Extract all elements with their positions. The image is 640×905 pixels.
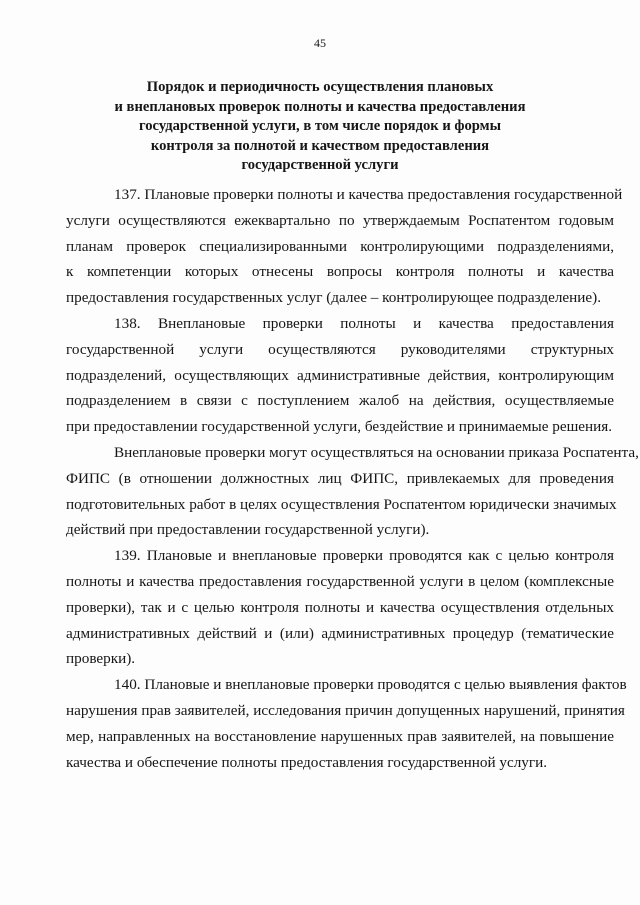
section-heading xyxy=(60,78,580,176)
paragraph-137 xyxy=(66,182,623,311)
text-line: к компетенции которых отнесены вопросы контроля полноты и качества xyxy=(66,263,614,281)
text-line: действий при предоставлении государственной услуги). xyxy=(66,521,430,539)
text-line: полноты и качества предоставления государственной услуги в целом (комплексные xyxy=(66,572,614,590)
text-line: Внеплановые проверки могут осуществляться на основании приказа Роспатента, xyxy=(114,443,639,461)
heading-line: государственной услуги xyxy=(241,157,399,173)
text-line: нарушения прав заявителей, исследования причин допущенных нарушений, принятия xyxy=(66,701,625,719)
text-line: качества и обеспечение полноты предоставления государственной услуги. xyxy=(66,753,548,771)
text-line: административных действий и (или) административных процедур (тематические xyxy=(66,624,614,642)
heading-line: государственной услуги, в том числе порядок и формы xyxy=(138,118,501,134)
heading-line: и внеплановых проверок полноты и качества предоставления xyxy=(114,98,526,115)
text-line: ФИПС (в отношении должностных лиц ФИПС, привлекаемых для проведения xyxy=(66,469,614,487)
text-line: проверки), так и с целью контроля полноты и качества осуществления отдельных xyxy=(66,598,614,616)
text-line: предоставления государственных услуг (далее – контролирующее подразделение). xyxy=(66,289,602,307)
text-line: подразделением в связи с поступлением жалоб на действия, осуществляемые xyxy=(66,392,614,410)
paragraph-unscheduled-basis xyxy=(66,440,639,543)
text-line: при предоставлении государственной услуги, бездействие и принимаемые решения. xyxy=(66,418,613,436)
heading-line: контроля за полнотой и качеством предоставления xyxy=(150,137,490,154)
text-line: услуги осуществляются ежеквартально по утверждаемым Роспатентом годовым xyxy=(66,211,614,229)
text-line: 137. Плановые проверки полноты и качества предоставления государственной xyxy=(114,186,623,203)
text-line: 140. Плановые и внеплановые проверки проводятся с целью выявления фактов xyxy=(114,676,627,694)
heading-line: Порядок и периодичность осуществления плановых xyxy=(146,79,494,95)
paragraph-138 xyxy=(66,311,614,440)
text-line: 139. Плановые и внеплановые проверки проводятся как с целью контроля xyxy=(114,547,614,565)
page-number: 45 xyxy=(314,36,326,50)
text-line: планам проверок специализированными контролирующими подразделениями, xyxy=(66,237,614,255)
document-body xyxy=(66,182,639,775)
text-line: государственной услуги осуществляются руководителями структурных xyxy=(66,340,614,358)
text-line: подготовительных работ в целях осуществления Роспатентом юридически значимых xyxy=(66,495,617,513)
text-line: проверки). xyxy=(66,650,136,668)
text-line: подразделений, осуществляющих административные действия, контролирующим xyxy=(66,366,614,384)
text-line: мер, направленных на восстановление нарушенных прав заявителей, на повышение xyxy=(66,727,614,745)
paragraph-140 xyxy=(66,672,627,775)
paragraph-139 xyxy=(66,543,614,672)
text-line: 138. Внеплановые проверки полноты и качества предоставления xyxy=(114,314,614,332)
